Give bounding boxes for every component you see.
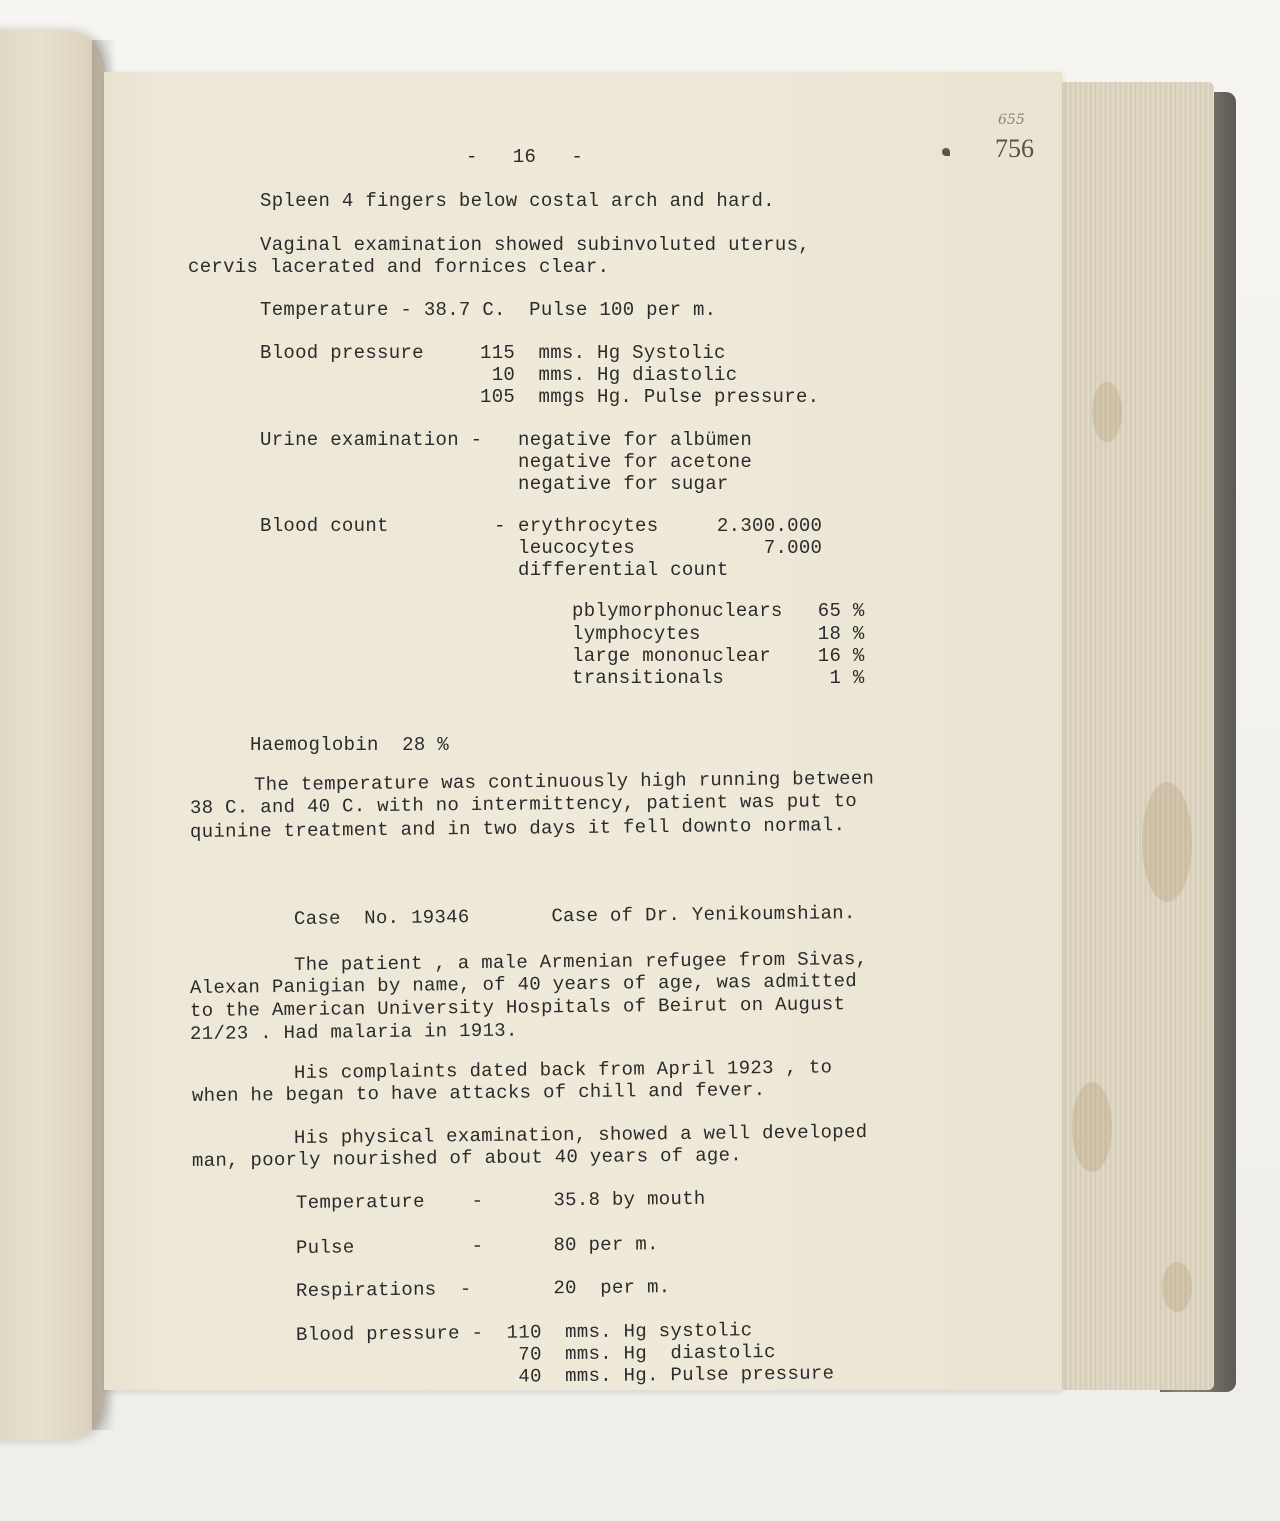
text-line: negative for acetone bbox=[518, 451, 753, 473]
text-line: Vaginal examination showed subinvoluted uterus, bbox=[260, 234, 810, 256]
handwritten-page-number: 655 bbox=[998, 112, 1025, 128]
text-line: Spleen 4 fingers below costal arch and hard. bbox=[260, 190, 775, 212]
text-line: erythrocytes 2.300.000 bbox=[518, 515, 823, 537]
text-line: The patient , a male Armenian refugee from Sivas, bbox=[293, 947, 868, 976]
text-line: negative for albümen bbox=[518, 429, 753, 451]
field-label: Urine examination - bbox=[260, 429, 483, 451]
text-line: 21/23 . Had malaria in 1913. bbox=[189, 1019, 518, 1045]
text-line: lymphocytes 18 % bbox=[572, 623, 865, 645]
text-line: Alexan Panigian by name, of 40 years of age, was admitted bbox=[189, 970, 858, 999]
text-line: Blood pressure - 110 mms. Hg systolic bbox=[295, 1319, 753, 1346]
text-line: Haemoglobin 28 % bbox=[250, 734, 449, 756]
text-line: when he began to have attacks of chill and fever. bbox=[191, 1078, 766, 1107]
text-line: 115 mms. Hg Systolic bbox=[480, 342, 726, 364]
page-number: - 16 - bbox=[466, 146, 584, 168]
text-line: His physical examination, showed a well developed bbox=[293, 1120, 868, 1149]
text-line: cervis lacerated and fornices clear. bbox=[188, 256, 610, 278]
ink-mark bbox=[942, 148, 950, 156]
text-line: to the American University Hospitals of Beirut on August bbox=[189, 993, 846, 1022]
text-line: The temperature was continuously high running between bbox=[253, 767, 875, 796]
text-line: 105 mmgs Hg. Pulse pressure. bbox=[480, 386, 820, 408]
text-line: Pulse - 80 per m. bbox=[295, 1233, 659, 1259]
text-line: large mononuclear 16 % bbox=[572, 645, 865, 667]
text-line: transitionals 1 % bbox=[572, 667, 865, 689]
text-line: 38 C. and 40 C. with no intermittency, patient was put to bbox=[189, 790, 858, 819]
field-label: Blood count bbox=[260, 515, 389, 537]
text-line: Temperature - 35.8 by mouth bbox=[295, 1187, 706, 1214]
text-line: 10 mms. Hg diastolic bbox=[480, 364, 738, 386]
text-line: - bbox=[494, 515, 506, 537]
text-line: differential count bbox=[518, 559, 729, 581]
text-line: quinine treatment and in two days it fell downto normal. bbox=[189, 814, 846, 843]
text-line: 70 mms. Hg diastolic bbox=[295, 1340, 776, 1368]
field-label: Blood pressure bbox=[260, 342, 424, 364]
text-line: 40 mms. Hg. Pulse pressure bbox=[295, 1362, 835, 1390]
text-line: Temperature - 38.7 C. Pulse 100 per m. bbox=[260, 299, 717, 321]
text-line: Respirations - 20 per m. bbox=[295, 1276, 671, 1302]
text-line: negative for sugar bbox=[518, 473, 729, 495]
stamped-page-number: 756 bbox=[995, 134, 1034, 163]
text-line: His complaints dated back from April 1923 , to bbox=[293, 1056, 833, 1084]
page-block-edge bbox=[1052, 82, 1214, 1390]
text-line: man, poorly nourished of about 40 years of age. bbox=[191, 1144, 743, 1172]
text-line: leucocytes 7.000 bbox=[518, 537, 823, 559]
case-heading: Case No. 19346 Case of Dr. Yenikoumshian. bbox=[293, 902, 856, 930]
left-page-edge bbox=[0, 30, 105, 1440]
text-line: pblymorphonuclears 65 % bbox=[572, 600, 865, 622]
